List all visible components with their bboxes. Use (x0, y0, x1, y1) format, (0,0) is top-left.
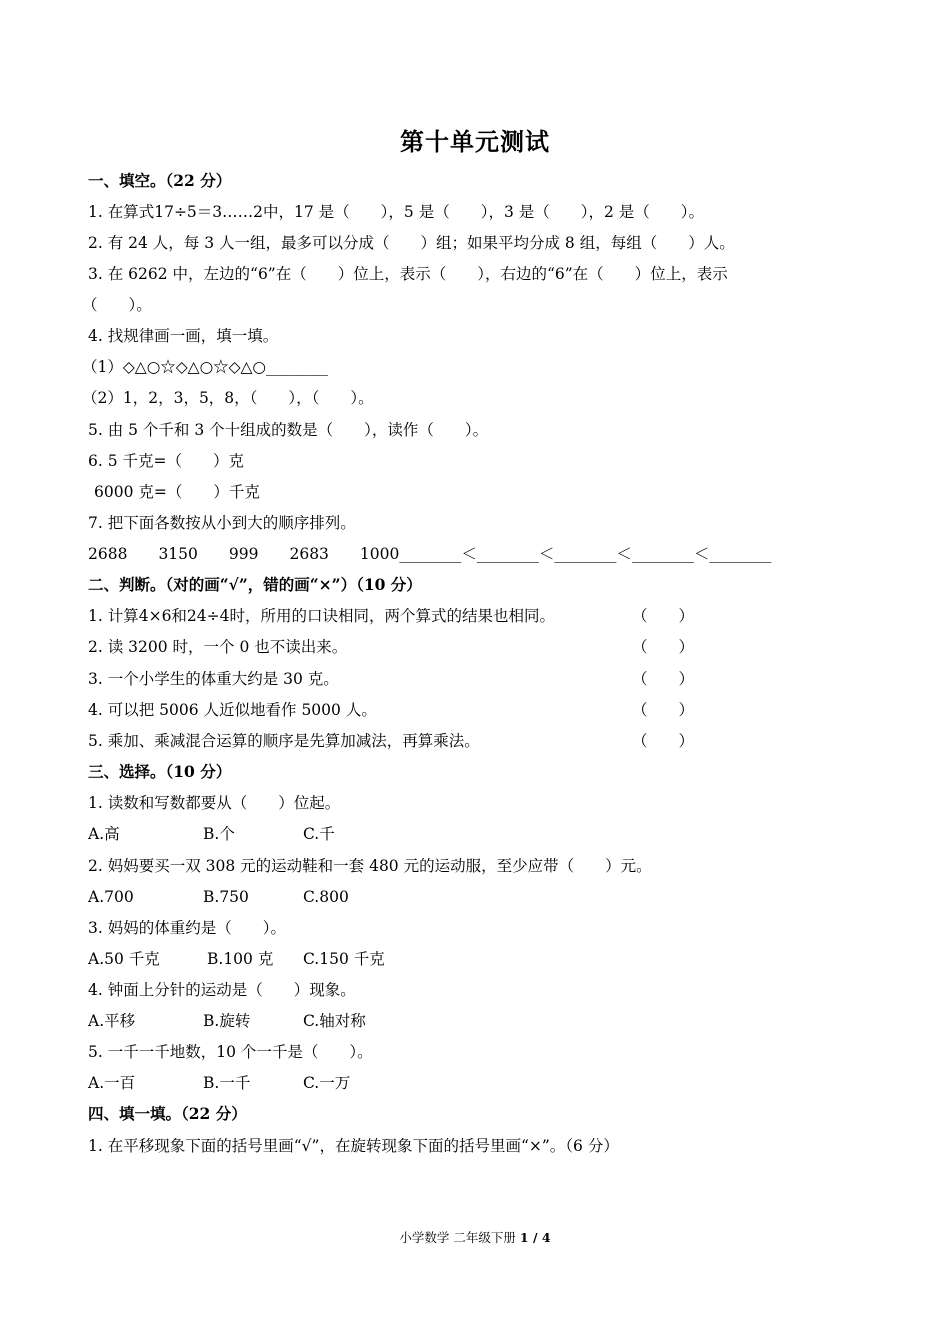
s3-q5: 5. 一千一千地数，10 个一千是（ ）。 (88, 1043, 373, 1061)
s3-q3-opt-c: C.150 千克 (303, 950, 385, 968)
s1-q1: 1. 在算式17÷5＝3……2中，17 是（ ），5 是（ ），3 是（ ），2 是（ ）。 (88, 203, 705, 221)
s2-item-4: 4. 可以把 5006 人近似地看作 5000 人。 (88, 701, 377, 719)
s1-q6a: 6. 5 千克=（ ）克 (88, 452, 244, 470)
section3-heading: 三、选择。（10 分） (88, 762, 232, 781)
s2-item-1: 1. 计算4×6和24÷4时，所用的口诀相同，两个算式的结果也相同。 (88, 607, 555, 625)
s1-q2: 2. 有 24 人，每 3 人一组，最多可以分成（ ）组；如果平均分成 8 组，每组（ ）人。 (88, 234, 735, 252)
s2-bracket-1: （ ） (632, 607, 695, 625)
s3-q5-opt-b: B.一千 (203, 1074, 251, 1092)
s2-item-5: 5. 乘加、乘减混合运算的顺序是先算加减法，再算乘法。 (88, 732, 480, 750)
s3-q2-opt-a: A.700 (88, 888, 134, 906)
s3-q5-opt-a: A.一百 (88, 1074, 136, 1092)
s1-q7-numbers: 2688 3150 999 2683 1000________＜________＜________＜________＜________ (88, 545, 772, 563)
s1-q4-2: （2）1，2，3，5，8，（ ），（ ）。 (82, 389, 374, 407)
page-title: 第十单元测试 (400, 127, 550, 156)
section4-heading: 四、填一填。（22 分） (88, 1104, 247, 1123)
s2-item-2: 2. 读 3200 时，一个 0 也不读出来。 (88, 638, 348, 656)
s3-q5-opt-c: C.一万 (303, 1074, 351, 1092)
s1-q7: 7. 把下面各数按从小到大的顺序排列。 (88, 514, 356, 532)
s3-q1-opt-b: B.个 (203, 825, 235, 843)
s4-q1: 1. 在平移现象下面的括号里画“√”，在旋转现象下面的括号里画“×”。（6 分） (88, 1137, 619, 1155)
s3-q3-opt-b: B.100 克 (207, 950, 274, 968)
s1-q4: 4. 找规律画一画，填一填。 (88, 327, 279, 345)
section2-heading: 二、判断。（对的画“√”，错的画“×”）（10 分） (88, 575, 422, 594)
s3-q2-opt-c: C.800 (303, 888, 349, 906)
s3-q1: 1. 读数和写数都要从（ ）位起。 (88, 794, 341, 812)
s3-q3: 3. 妈妈的体重约是（ ）。 (88, 919, 286, 937)
s3-q4-opt-c: C.轴对称 (303, 1012, 366, 1030)
s3-q1-opt-a: A.高 (88, 825, 120, 843)
s1-q5: 5. 由 5 个千和 3 个十组成的数是（ ），读作（ ）。 (88, 421, 489, 439)
s3-q1-opt-c: C.千 (303, 825, 335, 843)
s2-bracket-3: （ ） (632, 670, 695, 688)
section1-heading: 一、填空。（22 分） (88, 171, 232, 190)
s1-q4-1: （1）◇△○☆◇△○☆◇△○________ (82, 358, 328, 376)
s2-bracket-5: （ ） (632, 732, 695, 750)
page-footer (0, 1228, 950, 1246)
s3-q2-opt-b: B.750 (203, 888, 249, 906)
s2-item-3: 3. 一个小学生的体重大约是 30 克。 (88, 670, 339, 688)
s2-bracket-2: （ ） (632, 638, 695, 656)
s1-q3b: （ ）。 (82, 296, 152, 314)
s3-q3-opt-a: A.50 千克 (88, 950, 160, 968)
s1-q6b: 6000 克=（ ）千克 (94, 483, 260, 501)
footer-page-number: 1 / 4 (519, 1230, 551, 1245)
s2-bracket-4: （ ） (632, 701, 695, 719)
s3-q4: 4. 钟面上分针的运动是（ ）现象。 (88, 981, 356, 999)
s3-q2: 2. 妈妈要买一双 308 元的运动鞋和一套 480 元的运动服，至少应带（ ）元。 (88, 857, 652, 875)
s1-q3a: 3. 在 6262 中，左边的“6”在（ ）位上，表示（ ），右边的“6”在（ ）位上，表示 (88, 265, 728, 283)
s3-q4-opt-a: A.平移 (88, 1012, 136, 1030)
footer-subject: 小学数学 二年级下册 (399, 1230, 516, 1245)
s3-q4-opt-b: B.旋转 (203, 1012, 251, 1030)
